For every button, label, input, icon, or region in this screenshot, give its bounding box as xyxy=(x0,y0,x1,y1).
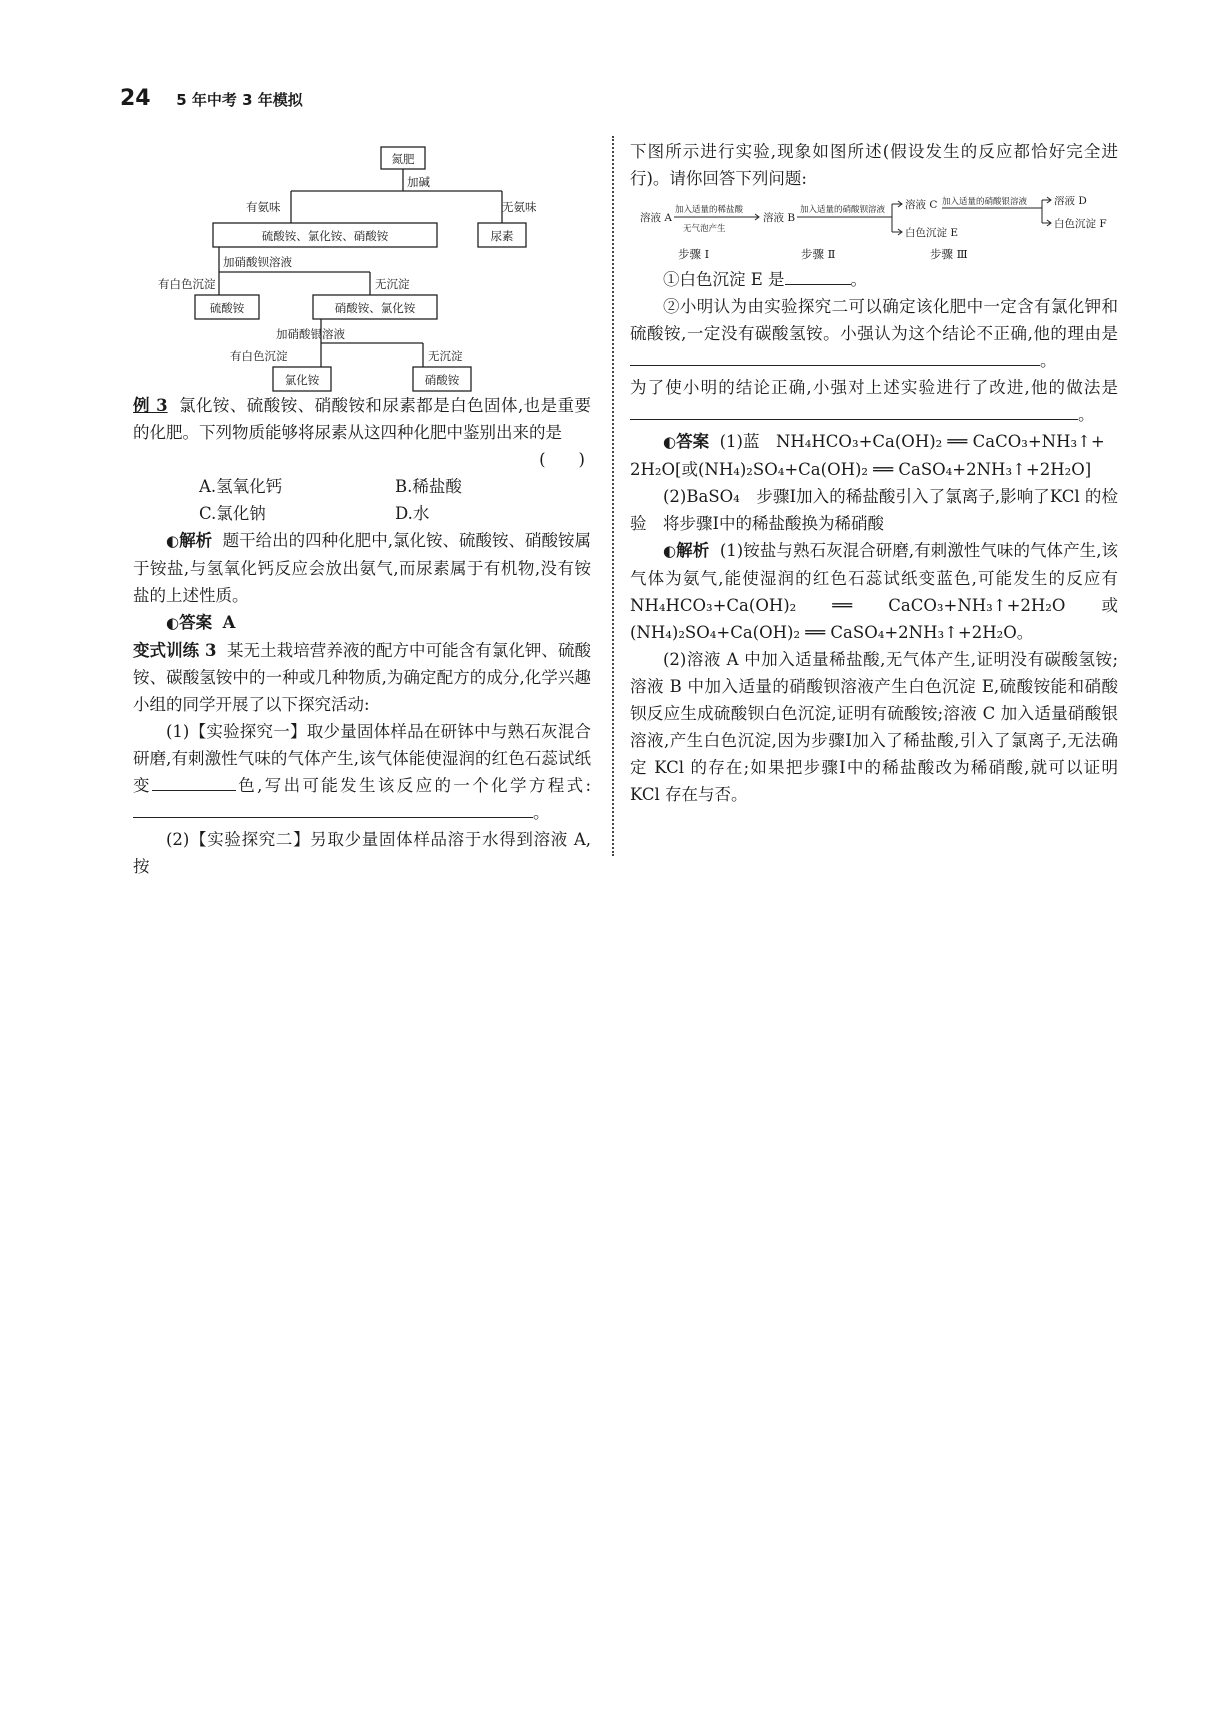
q-improve-text: 为了使小明的结论正确,小强对上述实验进行了改进,他的做法是 xyxy=(630,378,1118,397)
tree-root: 氮肥 xyxy=(391,152,415,166)
fertilizer-tree-diagram xyxy=(150,145,550,395)
analysis-block xyxy=(133,527,591,609)
answer-label: 答案 xyxy=(179,613,213,632)
flow-step-3: 步骤 Ⅲ xyxy=(930,247,968,261)
question-reason: ②小明认为由实验探究二可以确定该化肥中一定含有氯化钾和硫酸铵,一定没有碳酸氢铵。小强认为这个结论不正确,他的理由是。 xyxy=(630,297,1118,370)
flow-solution-d: 溶液 D xyxy=(1054,196,1087,207)
analysis-label: 解析 xyxy=(676,541,710,560)
option-b: B.稀盐酸 xyxy=(395,477,462,496)
left-column xyxy=(133,392,591,880)
answer-label: 答案 xyxy=(676,432,710,451)
tree-box-ammonium-nitrate: 硝酸铵 xyxy=(424,373,460,387)
experiment-flow-diagram xyxy=(630,196,1118,264)
tree-branch-precipitate-2: 有白色沉淀 xyxy=(230,349,288,363)
question-2: (2)【实验探究二】另取少量固体样品溶于水得到溶液 A,按 xyxy=(133,830,591,876)
variant-training-3 xyxy=(133,637,591,718)
q-reason-text: ②小明认为由实验探究二可以确定该化肥中一定含有氯化钾和硫酸铵,一定没有碳酸氢铵。小强认为这个结论不正确,他的理由是 xyxy=(630,297,1118,343)
tree-box-nitrate-chloride: 硝酸铵、氯化铵 xyxy=(334,301,416,315)
tree-branch-no-precipitate-2: 无沉淀 xyxy=(428,349,463,363)
tree-box-urea: 尿素 xyxy=(490,229,514,243)
analysis-text: 题干给出的四种化肥中,氯化铵、硫酸铵、硝酸铵属于铵盐,与氢氧化钙反应会放出氨气,而尿素属于有机物,没有铵盐的上述性质。 xyxy=(133,531,592,605)
options-row-2 xyxy=(133,500,591,527)
answer-1-cont: 2H₂O[或(NH₄)₂SO₄+Ca(OH)₂ ══ CaSO₄+2NH₃↑+2H₂O] xyxy=(630,460,1092,479)
answer-2: (2)BaSO₄ 步骤Ⅰ加入的稀盐酸引入了氯离子,影响了KCl 的检验 将步骤Ⅰ中的稀盐酸换为稀硝酸 xyxy=(630,487,1118,533)
analysis-marker-icon: ◐ xyxy=(663,542,677,560)
right-column xyxy=(630,138,1118,808)
tree-branch-no-precipitate-1: 无沉淀 xyxy=(375,277,410,291)
page-header xyxy=(120,86,303,111)
answer-block xyxy=(133,609,591,637)
example-text: 氯化铵、硫酸铵、硝酸铵和尿素都是白色固体,也是重要的化肥。下列物质能够将尿素从这四种化肥中鉴别出来的是 xyxy=(133,396,591,442)
tree-branch-ammonia: 有氨味 xyxy=(246,200,281,214)
flow-step-1: 步骤 Ⅰ xyxy=(678,247,710,261)
column-divider xyxy=(612,136,614,856)
answer-value: A xyxy=(222,613,236,632)
q-improve-blank[interactable] xyxy=(630,401,1078,420)
variant-text: 某无土栽培营养液的配方中可能含有氯化钾、硫酸铵、碳酸氢铵中的一种或几种物质,为确定配方的成分,化学兴趣小组的同学开展了以下探究活动: xyxy=(133,641,591,714)
q1-equation-blank[interactable] xyxy=(133,799,533,818)
q1-text-a: (1)【实验探究一】取少量固体样品在研钵中与熟石灰混合研磨,有刺激性气味的气体产生,该气体能使湿润的红色石蕊试纸变 xyxy=(133,722,591,795)
answer-1: (1)蓝 NH₄HCO₃+Ca(OH)₂ ══ CaCO₃+NH₃↑+ xyxy=(719,432,1105,451)
analysis-section xyxy=(630,537,1118,646)
flow-solution-a: 溶液 A xyxy=(640,212,672,224)
q-e-text: ①白色沉淀 E 是 xyxy=(663,270,785,289)
option-d: D.水 xyxy=(395,504,430,523)
tree-box-ammonium-salts: 硫酸铵、氯化铵、硝酸铵 xyxy=(261,229,389,243)
q2-continuation: 下图所示进行实验,现象如图所述(假设发生的反应都恰好完全进行)。请你回答下列问题: xyxy=(630,142,1118,188)
flow-solution-b: 溶液 B xyxy=(763,212,796,224)
answer-marker-icon: ◐ xyxy=(663,433,677,451)
option-a: A.氢氧化钙 xyxy=(199,477,283,496)
analysis-marker-icon: ◐ xyxy=(166,532,180,550)
page-number: 24 xyxy=(120,86,151,111)
q1-color-blank[interactable] xyxy=(152,772,236,791)
answer-marker-icon: ◐ xyxy=(166,614,180,632)
question-1: (1)【实验探究一】取少量固体样品在研钵中与熟石灰混合研磨,有刺激性气味的气体产生,该气体能使湿润的红色石蕊试纸变 色,写出可能发生该反应的一个化学方程式:。 xyxy=(133,722,592,822)
q-reason-blank[interactable] xyxy=(630,347,1040,366)
tree-box-ammonium-chloride: 氯化铵 xyxy=(284,373,320,387)
flow-reagent-1-note: 无气泡产生 xyxy=(683,224,726,234)
flow-precipitate-f: 白色沉淀 F xyxy=(1054,218,1107,230)
answer-paren: ( ) xyxy=(539,450,585,469)
analysis-label: 解析 xyxy=(179,531,213,550)
example-label: 例 3 xyxy=(133,396,168,415)
example-3 xyxy=(133,392,591,446)
flow-reagent-1: 加入适量的稀盐酸 xyxy=(675,205,744,215)
variant-label: 变式训练 3 xyxy=(133,641,217,660)
tree-edge-silver-nitrate: 加硝酸银溶液 xyxy=(276,327,345,341)
tree-branch-no-ammonia: 无氨味 xyxy=(502,200,537,214)
tree-edge-add-alkali: 加碱 xyxy=(407,175,430,189)
flow-precipitate-e: 白色沉淀 E xyxy=(905,227,959,239)
flow-step-2: 步骤 Ⅱ xyxy=(801,247,836,261)
options-row-1 xyxy=(133,473,591,500)
analysis-2: (2)溶液 A 中加入适量稀盐酸,无气体产生,证明没有碳酸氢铵;溶液 B 中加入适量的硝酸钡溶液产生白色沉淀 E,硫酸铵能和硝酸钡反应生成硫酸钡白色沉淀,证明有硫酸铵;溶液 C 加入适量硝酸银溶液,产生白色沉淀,因为步骤Ⅰ加入了稀盐酸,引入了氯离子,无法确定 KCl 的存在;如果把步骤Ⅰ中的稀盐酸改为稀硝酸,就可以证明 KCl 存在与否。 xyxy=(630,650,1118,804)
flow-solution-c: 溶液 C xyxy=(905,199,938,211)
q1-text-b: 色,写出可能发生该反应的一个化学方程式: xyxy=(235,776,592,795)
question-e: ①白色沉淀 E 是 。 xyxy=(630,266,1118,293)
tree-box-ammonium-sulfate: 硫酸铵 xyxy=(209,301,245,315)
tree-branch-precipitate-1: 有白色沉淀 xyxy=(158,277,216,291)
analysis-1: (1)铵盐与熟石灰混合研磨,有刺激性气味的气体产生,该气体为氨气,能使湿润的红色石蕊试纸变蓝色,可能发生的反应有 NH₄HCO₃+Ca(OH)₂ ══ CaCO₃+NH₃↑+2H₂O 或(NH₄)₂SO₄+Ca(OH)₂ ══ CaSO₄+2NH₃↑+2H₂O。 xyxy=(630,541,1119,642)
tree-edge-barium-nitrate: 加硝酸钡溶液 xyxy=(223,255,292,269)
book-title: 5 年中考 3 年模拟 xyxy=(176,91,303,109)
answer-section xyxy=(630,428,1118,456)
flow-reagent-3: 加入适量的硝酸银溶液 xyxy=(942,197,1028,207)
option-c: C.氯化钠 xyxy=(199,504,266,523)
flow-reagent-2: 加入适量的硝酸钡溶液 xyxy=(800,205,886,215)
question-improve: 为了使小明的结论正确,小强对上述实验进行了改进,他的做法是。 xyxy=(630,378,1118,424)
q-e-blank[interactable] xyxy=(785,266,851,285)
